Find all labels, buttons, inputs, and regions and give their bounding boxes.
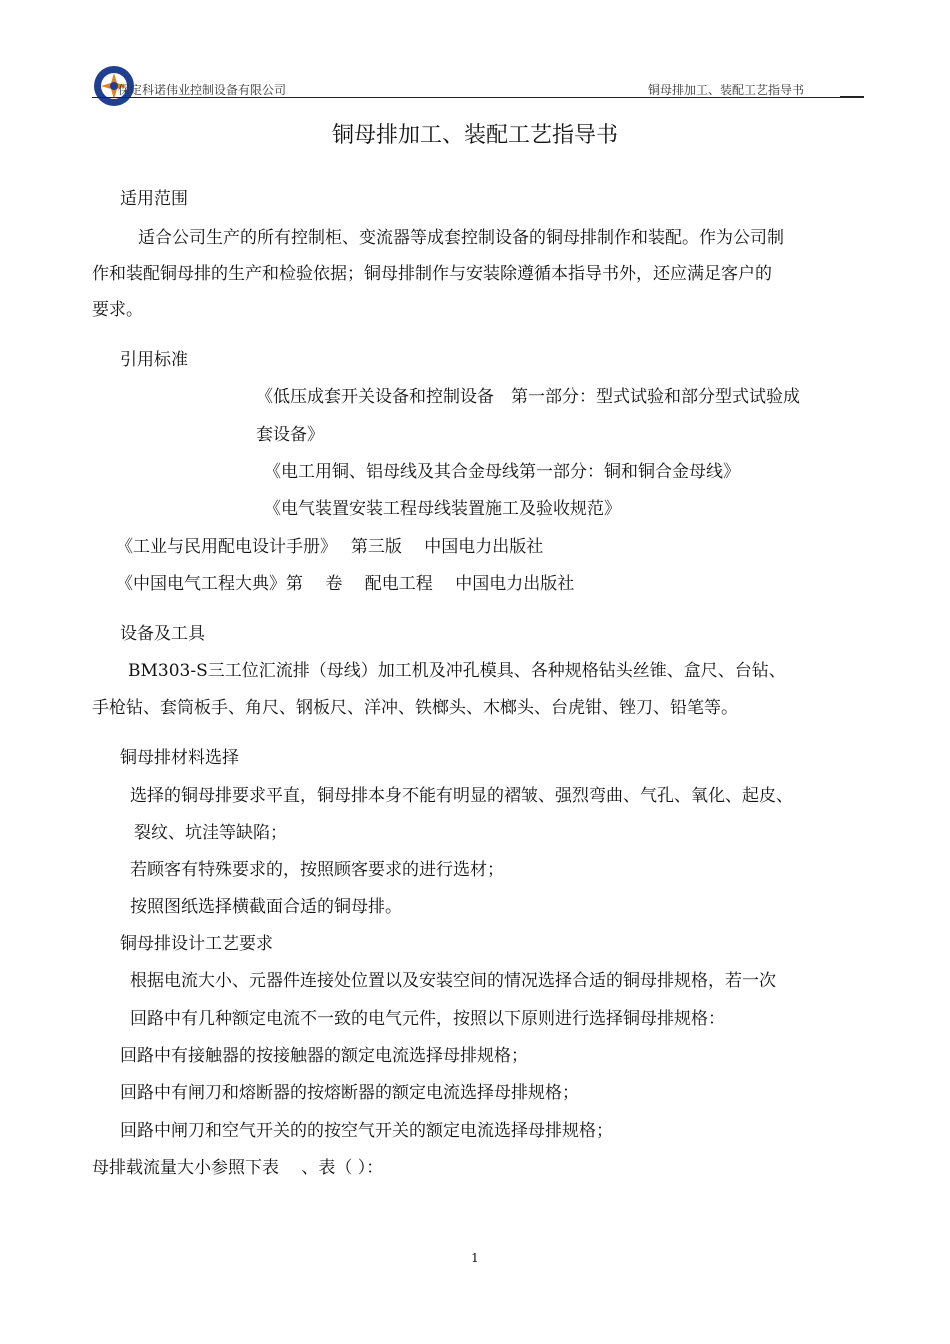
page-title: 铜母排加工、装配工艺指导书 bbox=[331, 123, 618, 148]
design-line: 回路中有几种额定电流不一致的电气元件，按照以下原则进行选择铜母排规格： bbox=[130, 1009, 725, 1029]
header-doc-title: 铜母排加工、装配工艺指导书 bbox=[648, 83, 805, 97]
scope-line: 适合公司生产的所有控制柜、变流器等成套控制设备的铜母排制作和装配。作为公司制 bbox=[138, 228, 784, 248]
equipment-line: BM303-S三工位汇流排（母线）加工机及冲孔模具、各种规格钻头丝锥、盒尺、台钻、 bbox=[128, 661, 786, 681]
section-heading-standards: 引用标准 bbox=[120, 350, 188, 370]
design-line: 母排载流量大小参照下表 、表（ ）： bbox=[92, 1158, 384, 1178]
design-line: 回路中有接触器的按接触器的额定电流选择母排规格； bbox=[120, 1046, 528, 1066]
section-heading-design: 铜母排设计工艺要求 bbox=[120, 934, 273, 954]
standard-item: 《中国电气工程大典》第 卷 配电工程 中国电力出版社 bbox=[116, 574, 575, 594]
scope-line: 要求。 bbox=[92, 300, 143, 320]
header-rule-accent bbox=[840, 96, 864, 98]
header-company: 保定科诺伟业控制设备有限公司 bbox=[118, 83, 287, 97]
section-heading-scope: 适用范围 bbox=[120, 189, 188, 209]
standard-item: 《电工用铜、铝母线及其合金母线第一部分：铜和铜合金母线》 bbox=[264, 462, 740, 482]
section-heading-material: 铜母排材料选择 bbox=[120, 748, 239, 768]
material-line: 按照图纸选择横截面合适的铜母排。 bbox=[130, 897, 402, 917]
standard-item: 《电气装置安装工程母线装置施工及验收规范》 bbox=[264, 499, 621, 519]
section-heading-equipment: 设备及工具 bbox=[120, 624, 205, 644]
material-line: 选择的铜母排要求平直，铜母排本身不能有明显的褶皱、强烈弯曲、气孔、氧化、起皮、 bbox=[130, 786, 793, 806]
standard-item: 《工业与民用配电设计手册》 第三版 中国电力出版社 bbox=[116, 537, 544, 557]
standard-item: 《低压成套开关设备和控制设备 第一部分：型式试验和部分型式试验成 bbox=[256, 387, 800, 407]
header-rule bbox=[92, 97, 864, 98]
material-line: 裂纹、坑洼等缺陷； bbox=[134, 823, 287, 843]
equipment-line: 手枪钻、套筒板手、角尺、钢板尺、洋冲、铁榔头、木榔头、台虎钳、锉刀、铅笔等。 bbox=[92, 698, 738, 718]
design-line: 回路中闸刀和空气开关的的按空气开关的额定电流选择母排规格； bbox=[120, 1121, 613, 1141]
material-line: 若顾客有特殊要求的，按照顾客要求的进行选材； bbox=[130, 860, 504, 880]
design-line: 回路中有闸刀和熔断器的按熔断器的额定电流选择母排规格； bbox=[120, 1083, 579, 1103]
scope-line: 作和装配铜母排的生产和检验依据；铜母排制作与安装除遵循本指导书外，还应满足客户的 bbox=[92, 264, 772, 284]
standard-item: 套设备》 bbox=[256, 425, 324, 445]
page-number: 1 bbox=[471, 1251, 479, 1265]
design-line: 根据电流大小、元器件连接处位置以及安装空间的情况选择合适的铜母排规格，若一次 bbox=[130, 971, 776, 991]
